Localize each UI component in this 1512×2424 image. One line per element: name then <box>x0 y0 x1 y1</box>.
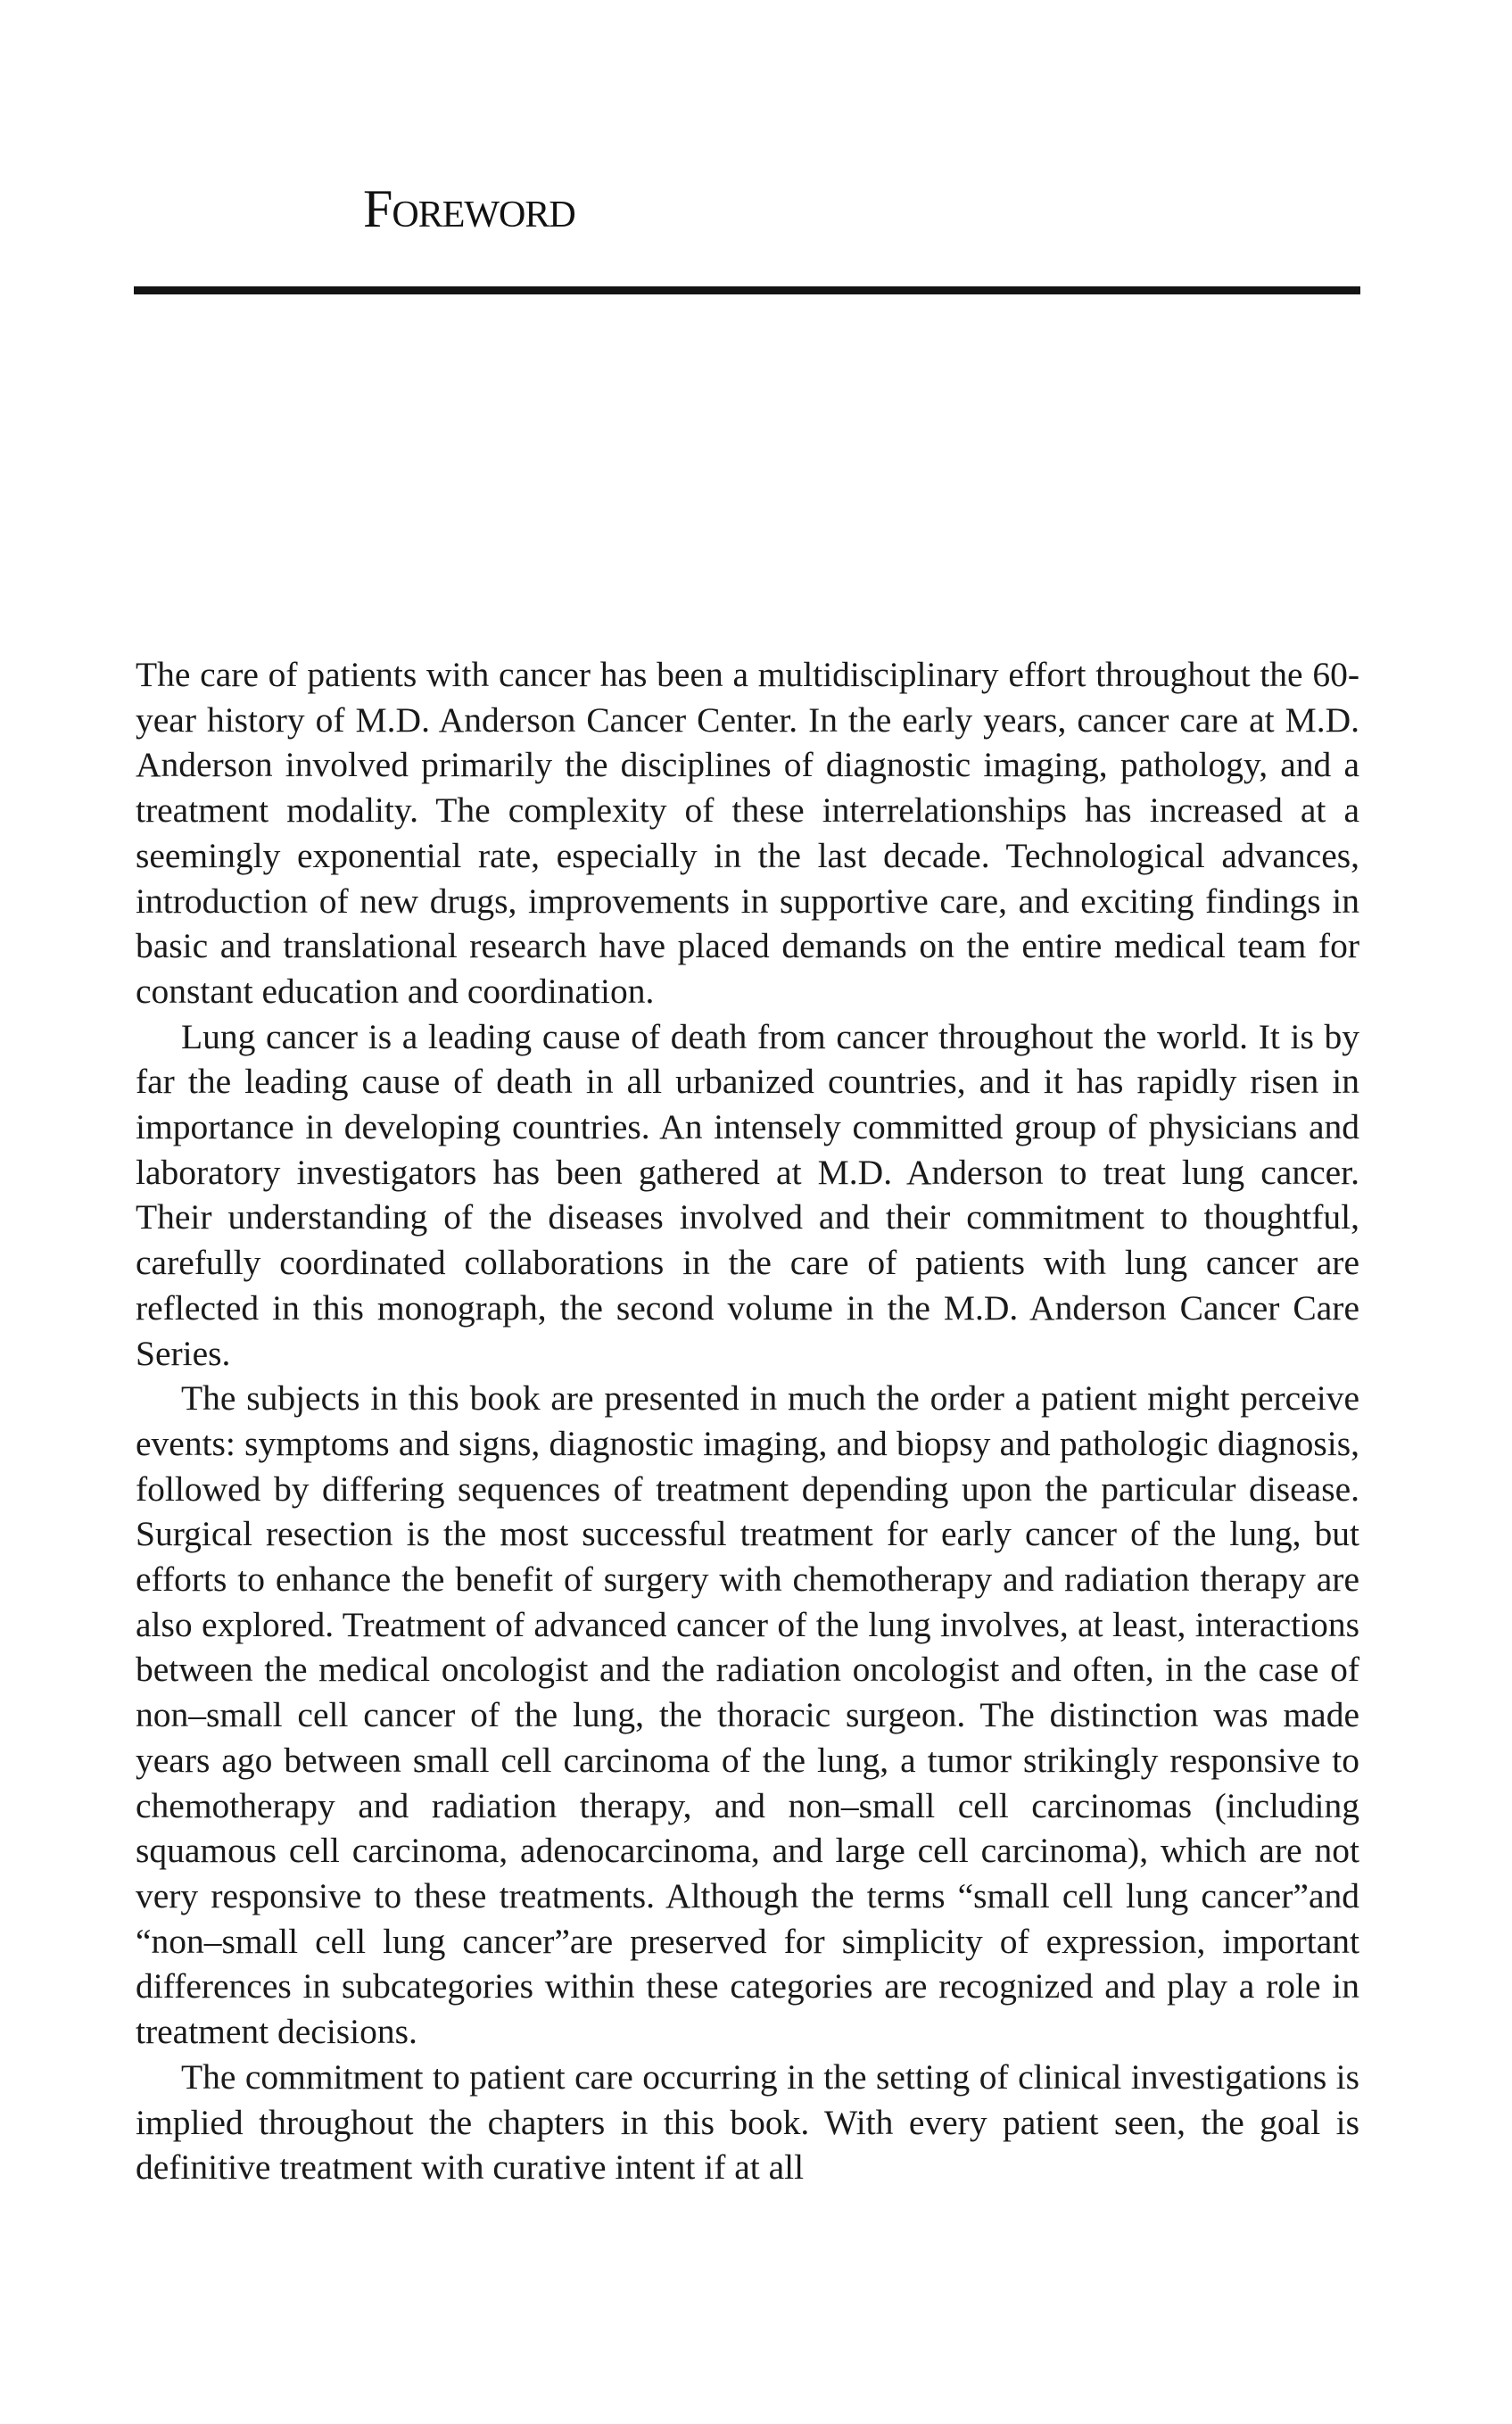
paragraph: Lung cancer is a leading cause of death from cancer throughout the world. It is by far the leading cause of death in all urbanized countries, and it has rapidly risen in importance in developing countries. An intensely committed group of physicians and laboratory investigators has been gathered at M.D. Anderson to treat lung cancer. Their understanding of the diseases involved and their commitment to thoughtful, carefully coordinated collaborations in the care of patients with lung cancer are reflected in this monograph, the second volume in the M.D. Anderson Cancer Care Series. <box>136 1016 1359 1373</box>
body-text <box>136 652 1359 2190</box>
paragraph: The care of patients with cancer has been a multidisciplinary effort throughout the 60-year history of M.D. Anderson Cancer Center. In the early years, cancer care at M.D. Anderson involved primarily the disciplines of diagnostic imaging, pathology, and a treatment modality. The complexity of these interrelationships has increased at a seemingly exponential rate, especially in the last decade. Technological advances, introduction of new drugs, improvements in supportive care, and exciting findings in basic and translational research have placed demands on the entire medical team for constant education and coordination. <box>136 655 1359 1011</box>
title-rule <box>134 286 1360 294</box>
paragraph: The commitment to patient care occurring in the setting of clinical investigations is implied throughout the chapters in this book. With every patient seen, the goal is definitive treatment with curative intent if at all <box>136 2056 1359 2188</box>
paragraph: The subjects in this book are presented in much the order a patient might perceive events: symptoms and signs, diagnostic imaging, and biopsy and pathologic diagnosis, followed by differing sequences of treatment depending upon the particular disease. Surgical resection is the most successful treatment for early cancer of the lung, but efforts to enhance the benefit of surgery with chemotherapy and radiation therapy are also explored. Treatment of advanced cancer of the lung involves, at least, interactions between the medical oncologist and the radiation oncologist and often, in the case of non–small cell cancer of the lung, the thoracic surgeon. The distinction was made years ago between small cell carcinoma of the lung, a tumor strikingly responsive to chemotherapy and radiation therapy, and non–small cell carcinomas (including squamous cell carcinoma, adenocarcinoma, and large cell carcinoma), which are not very responsive to these treatments. Although the terms “small cell lung cancer”and “non–small cell lung cancer”are preserved for simplicity of expression, important differences in subcategories within these categories are recognized and play a role in treatment decisions. <box>136 1378 1359 2052</box>
chapter-title: Foreword <box>363 179 575 238</box>
